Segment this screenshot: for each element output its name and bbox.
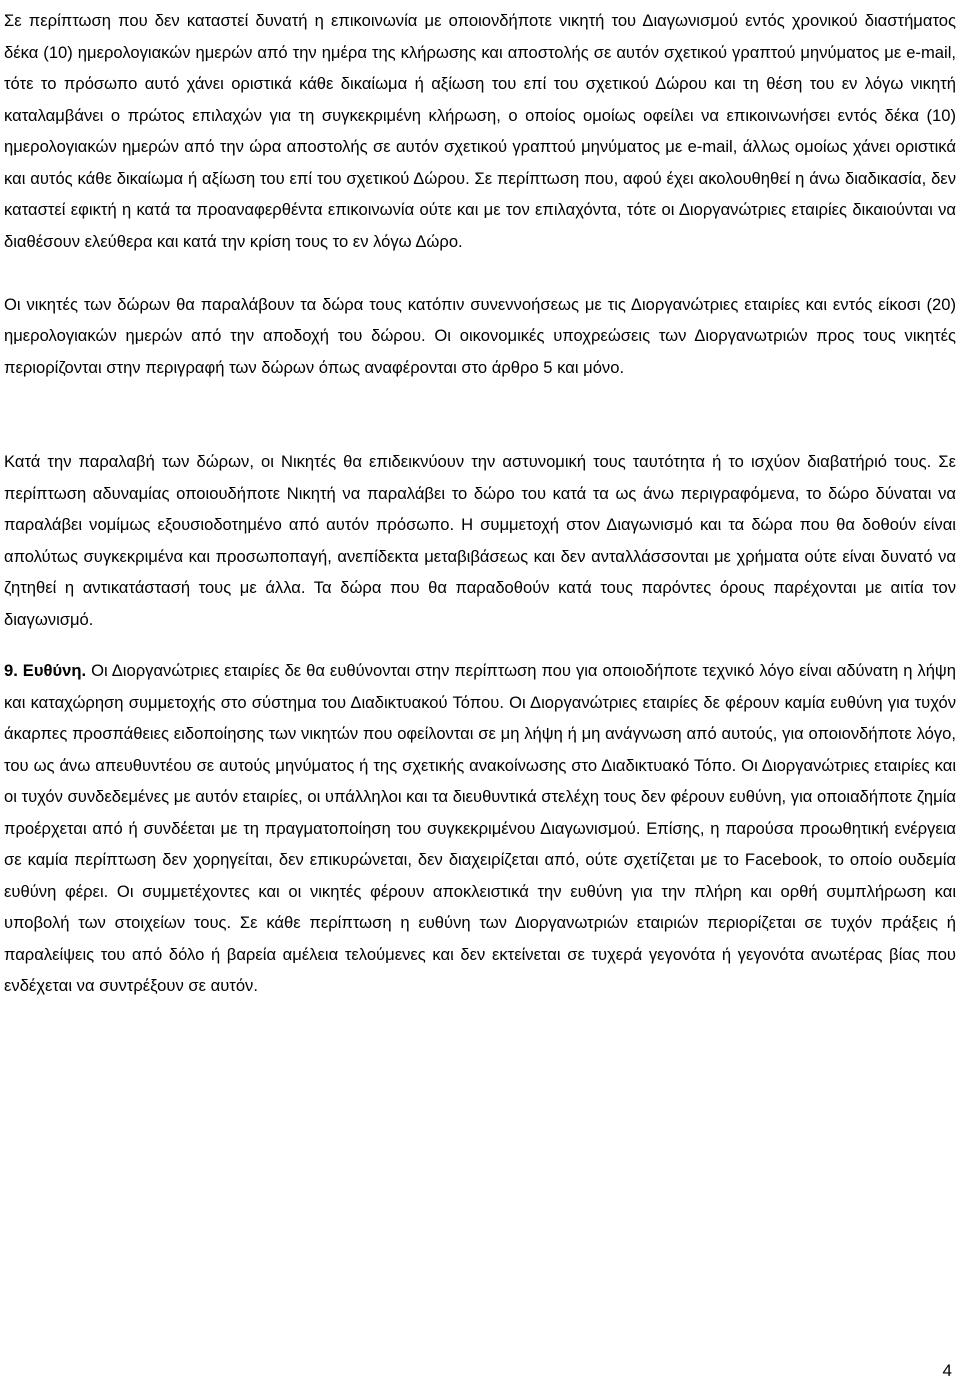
paragraph-prize-collection: Οι νικητές των δώρων θα παραλάβουν τα δώρα τους κατόπιν συνεννοήσεως με τις Διοργανώτριες εταιρίες και εντός είκοσι (20) ημερολογιακών ημερών από την αποδοχή του δώρου. Οι οικονομικές υποχρεώσεις των Διοργανωτριών προς τους νικητές περιορίζονται στην περιγραφή των δώρων όπως αναφέρονται στο άρθρο 5 και μόνο. [4,294,956,377]
paragraph-spacer [4,635,956,655]
paragraph-winner-contact: Σε περίπτωση που δεν καταστεί δυνατή η επικοινωνία με οποιονδήποτε νικητή του Διαγωνισμού εντός χρονικού διαστήματος δέκα (10) ημερολογιακών ημερών από την ημέρα της κλήρωσης και αποστολής σε αυτόν σχετικού γραπτού μηνύματος με e-mail, τότε το πρόσωπο αυτό χάνει οριστικά κάθε δικαίωμα ή αξίωση του επί του σχετικού Δώρου και τη θέση του εν λόγω νικητή καταλαμβάνει ο πρώτος επιλαχών για τη συγκεκριμένη κλήρωση, ο οποίος ομοίως οφείλει να επικοινωνήσει εντός δέκα (10) ημερολογιακών ημερών από την ώρα αποστολής σε αυτόν σχετικού γραπτού μηνύματος με e-mail, άλλως ομοίως χάνει οριστικά και αυτός κάθε δικαίωμα ή αξίωση του επί του σχετικού Δώρου. Σε περίπτωση που, αφού έχει ακολουθηθεί η άνω διαδικασία, δεν καταστεί εφικτή η κατά τα προαναφερθέντα επικοινωνία ούτε και με τον επιλαχόντα, τότε οι Διοργανώτριες εταιρίες δικαιούνται να διαθέσουν ελεύθερα και κατά την κρίση τους το εν λόγω Δώρο. [4,11,956,251]
section-liability-text: Οι Διοργανώτριες εταιρίες δε θα ευθύνονται στην περίπτωση που για οποιοδήποτε τεχνικό λόγο είναι αδύνατη η λήψη και καταχώρηση συμμετοχής στο σύστημα του Διαδικτυακού Τόπου. Οι Διοργανώτριες εταιρίες δε φέρουν καμία ευθύνη για τυχόν άκαρπες προσπάθειες ειδοποίησης των νικητών που οφείλονται σε μη λήψη ή μη ανάγνωση από αυτούς, για οποιονδήποτε λόγο, του ως άνω απευθυντέου σε αυτούς μηνύματος ή της σχετικής ανακοίνωσης στο Διαδικτυακό Τόπο. Οι Διοργανώτριες εταιρίες και οι τυχόν συνδεδεμένες με αυτόν εταιρίες, οι υπάλληλοι και τα διευθυντικά στελέχη τους δεν φέρουν ευθύνη, για οποιαδήποτε ζημία προέρχεται από ή συνδέεται με τη πραγματοποίηση του συγκεκριμένου Διαγωνισμού. Επίσης, η παρούσα προωθητική ενέργεια σε καμία περίπτωση δεν χορηγείται, δεν επικυρώνεται, δεν διαχειρίζεται από, ούτε σχετίζεται με το Facebook, το οποίο ουδεμία ευθύνη φέρει. Οι συμμετέχοντες και οι νικητές φέρουν αποκλειστικά την ευθύνη για την πλήρη και ορθή συμπλήρωση και υποβολή των στοιχείων τους. Σε κάθε περίπτωση η ευθύνη των Διοργανωτριών εταιριών περιορίζεται σε τυχόν πράξεις ή παραλείψεις του από δόλο ή βαρεία αμέλεια τελούμενες και δεν εκτείνεται σε τυχερά γεγονότα ή γεγονότα ανωτέρας βίας που ενδέχεται να συντρέξουν σε αυτόν. [4,661,956,995]
section-title: Ευθύνη [22,661,82,680]
paragraph-spacer [4,383,956,446]
section-number: 9. [4,661,18,680]
paragraph-prize-handover: Κατά την παραλαβή των δώρων, οι Νικητές θα επιδεικνύουν την αστυνομική τους ταυτότητα ή το ισχύον διαβατήριό τους. Σε περίπτωση αδυναμίας οποιουδήποτε Νικητή να παραλάβει το δώρο του κατά τα ως άνω περιγραφόμενα, το δώρο δύναται να παραλάβει νομίμως εξουσιοδοτημένο από αυτόν πρόσωπο. Η συμμετοχή στον Διαγωνισμό και τα δώρα που θα δοθούν είναι απολύτως συγκεκριμένα και προσωποπαγή, ανεπίδεκτα μεταβιβάσεως και δεν ανταλλάσσονται με χρήματα ούτε είναι δυνατό να ζητηθεί η αντικατάστασή τους με άλλα. Τα δώρα που θα παραδοθούν κατά τους παρόντες όρους παρέχονται με αιτία τον διαγωνισμό. [4,452,956,629]
section-liability [4,655,956,1002]
paragraph-spacer [4,257,956,289]
section-title-period: . [81,661,87,680]
page-number: 4 [942,1361,952,1380]
document-body [4,5,956,1002]
